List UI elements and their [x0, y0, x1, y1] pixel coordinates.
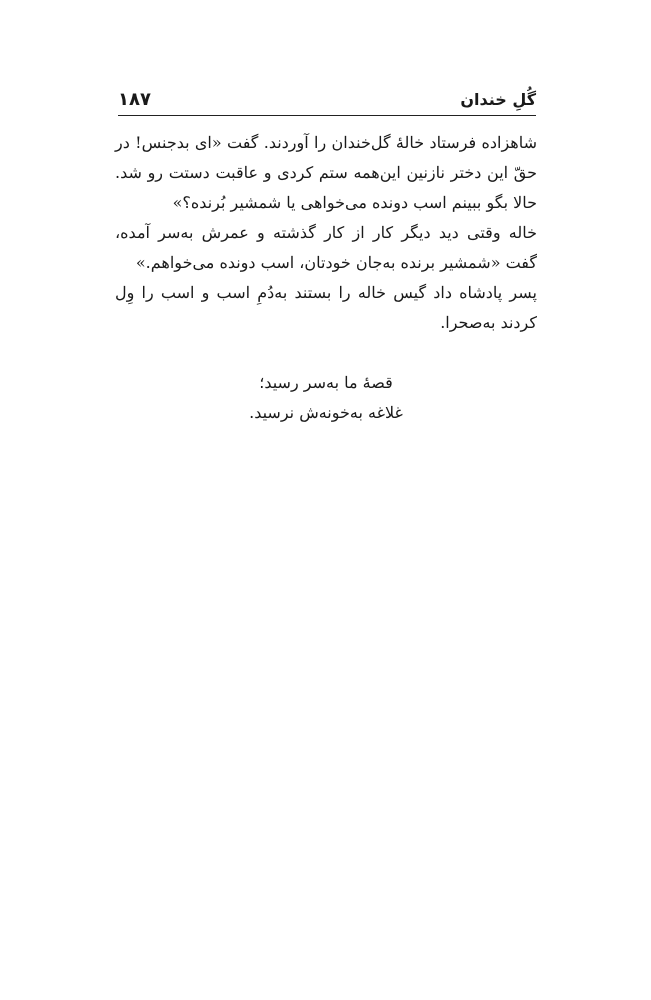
running-title: گُلِ خندان [460, 89, 536, 109]
paragraph-3: پسر پادشاه داد گیس خاله را بستند به‌دُمِ اسب و اسب را وِل کردند به‌صحرا. [115, 283, 537, 332]
closing-verse-line-1: قصهٔ ما به‌سر رسید؛ [259, 373, 393, 392]
closing-verse-line-2: غلاغه به‌خونه‌ش نرسید. [249, 403, 403, 422]
page-number: ۱۸۷ [118, 88, 151, 110]
page-header [118, 86, 536, 116]
closing-verse [115, 368, 537, 428]
paragraph-1: شاهزاده فرستاد خالهٔ گل‌خندان را آوردند. گفت «ای بدجنس! در حقّ این دختر نازنین این‌همه ستم کردی و عاقبت دستت رو شد. حالا بگو ببینم اسب دونده می‌خواهی یا شمشیر بُرنده؟» [115, 133, 537, 212]
body-text [115, 128, 537, 338]
paragraph-2: خاله وقتی دید دیگر کار از کار گذشته و عمرش به‌سر آمده، گفت «شمشیر برنده به‌جان خودتان، اسب دونده می‌خواهم.» [115, 223, 537, 272]
